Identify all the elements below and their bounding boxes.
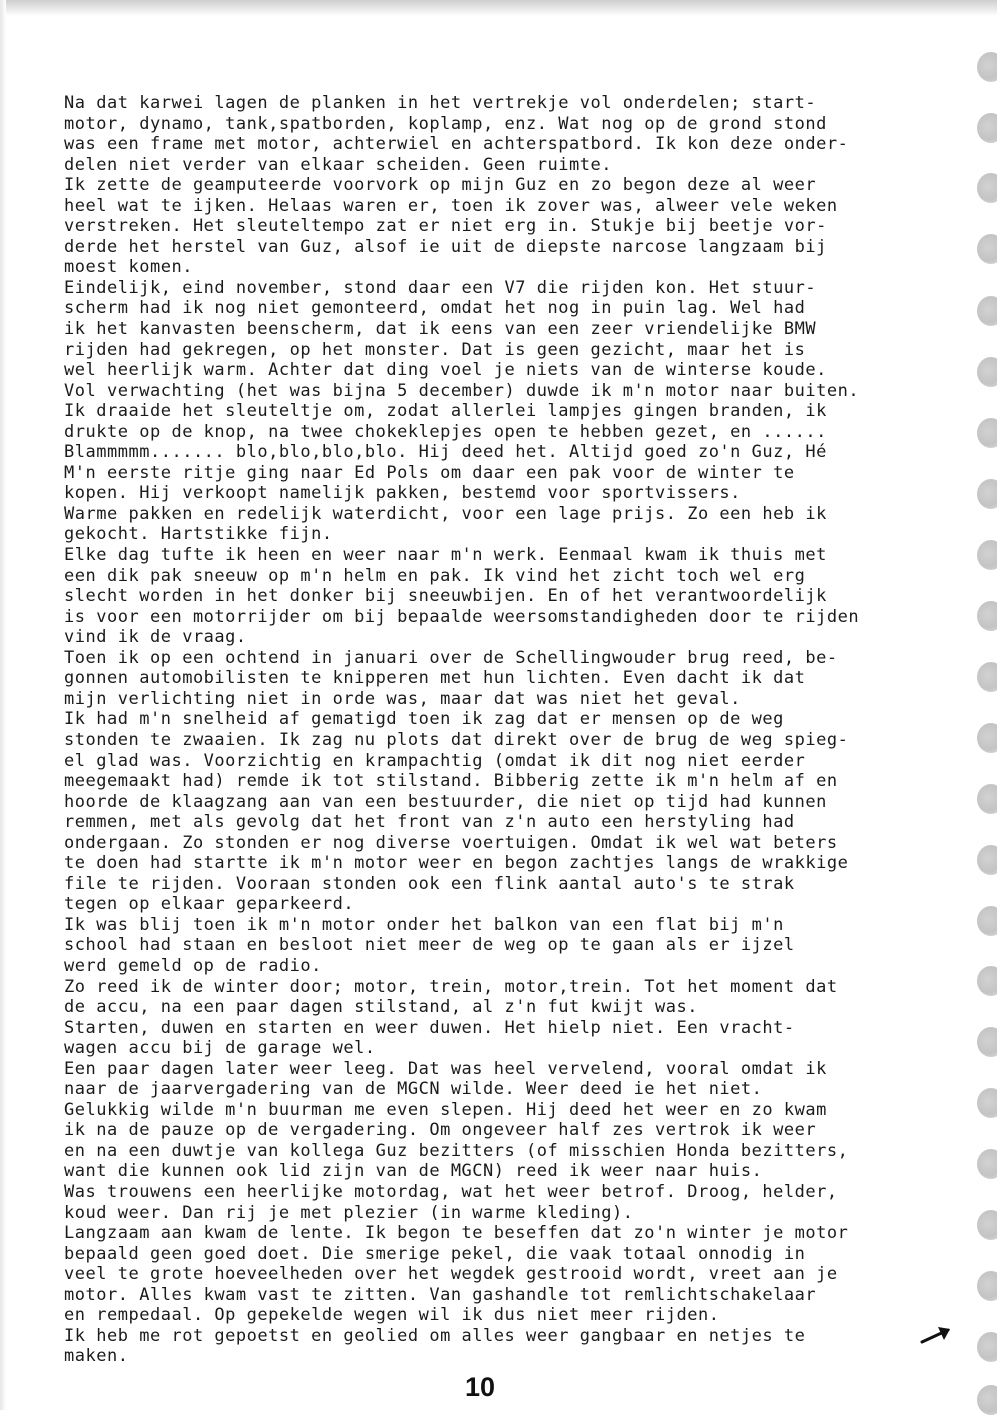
text-line: te doen had startte ik m'n motor weer en begon zachtjes langs de wrakkige bbox=[64, 853, 849, 874]
page-number: 10 bbox=[464, 1372, 496, 1402]
text-line: delen niet verder van elkaar scheiden. Geen ruimte. bbox=[64, 154, 612, 175]
text-line: Eindelijk, eind november, stond daar een V7 die rijden kon. Het stuur- bbox=[64, 277, 817, 298]
text-line: wel heerlijk warm. Achter dat ding voel je niets van de winterse koude. bbox=[64, 360, 827, 381]
text-line: remmen, met als gevolg dat het front van z'n auto een herstyling had bbox=[64, 812, 795, 833]
page-left-edge bbox=[0, 0, 6, 1410]
text-line: slecht worden in het donker bij sneeuwbijen. En of het verantwoordelijk bbox=[64, 586, 827, 607]
text-line: motor. Alles kwam vast te zitten. Van gashandle tot remlichtschakelaar bbox=[64, 1284, 817, 1305]
text-line: Ik was blij toen ik m'n motor onder het balkon van een flat bij m'n bbox=[64, 914, 784, 935]
text-line: een dik pak sneeuw op m'n helm en pak. Ik vind het zicht toch wel erg bbox=[64, 565, 806, 586]
text-line: en na een duwtje van kollega Guz bezitters (of misschien Honda bezitters, bbox=[64, 1140, 849, 1161]
punch-hole-icon bbox=[977, 1027, 997, 1057]
text-line: hoorde de klaagzang aan van een bestuurder, die niet op tijd had kunnen bbox=[64, 791, 827, 812]
punch-hole-icon bbox=[977, 173, 997, 203]
text-line: rijden had gekregen, op het monster. Dat is geen gezicht, maar het is bbox=[64, 339, 806, 360]
text-line: veel te grote hoeveelheden over het wegdek gestrooid wordt, vreet aan je bbox=[64, 1264, 838, 1285]
text-line: motor, dynamo, tank,spatborden, koplamp, enz. Wat nog op de grond stond bbox=[64, 113, 827, 134]
text-line: moest komen. bbox=[64, 257, 193, 278]
punch-hole-icon bbox=[977, 113, 997, 143]
text-line: Ik draaide het sleuteltje om, zodat allerlei lampjes gingen branden, ik bbox=[64, 401, 827, 422]
punch-hole-icon bbox=[977, 1210, 997, 1240]
text-line: want die kunnen ook lid zijn van de MGCN) reed ik weer naar huis. bbox=[64, 1161, 763, 1182]
punch-hole-icon bbox=[977, 1271, 997, 1301]
punch-hole-icon bbox=[977, 906, 997, 936]
text-line: tegen op elkaar geparkeerd. bbox=[64, 894, 355, 915]
text-line: Na dat karwei lagen de planken in het vertrekje vol onderdelen; start- bbox=[64, 93, 817, 113]
punch-hole-icon bbox=[977, 601, 997, 631]
text-line: Warme pakken en redelijk waterdicht, voor een lage prijs. Zo een heb ik bbox=[64, 503, 827, 524]
text-line: maken. bbox=[64, 1346, 129, 1367]
text-line: mijn verlichting niet in orde was, maar dat was niet het geval. bbox=[64, 688, 741, 709]
text-line: gekocht. Hartstikke fijn. bbox=[64, 524, 333, 545]
text-line: werd gemeld op de radio. bbox=[64, 955, 322, 976]
text-line: was een frame met motor, achterwiel en achterspatbord. Ik kon deze onder- bbox=[64, 134, 849, 155]
text-line: school had staan en besloot niet meer de weg op te gaan als er ijzel bbox=[64, 935, 795, 956]
punch-hole-icon bbox=[977, 479, 997, 509]
text-line: Was trouwens een heerlijke motordag, wat het weer betrof. Droog, helder, bbox=[64, 1181, 838, 1202]
punch-hole-icon bbox=[977, 1149, 997, 1179]
punch-hole-icon bbox=[977, 234, 997, 264]
punch-hole-icon bbox=[977, 723, 997, 753]
text-line: naar de jaarvergadering van de MGCN wilde. Weer deed ie het niet. bbox=[64, 1079, 763, 1100]
text-line: file te rijden. Vooraan stonden ook een flink aantal auto's te strak bbox=[64, 873, 795, 894]
punch-hole-icon bbox=[977, 1332, 997, 1362]
text-line: drukte op de knop, na twee chokeklepjes open te hebben gezet, en ...... bbox=[64, 421, 827, 442]
text-line: scherm had ik nog niet gemonteerd, omdat het nog in puin lag. Wel had bbox=[64, 298, 806, 319]
text-line: Ik heb me rot gepoetst en geolied om alles weer gangbaar en netjes te bbox=[64, 1325, 806, 1346]
punch-hole-icon bbox=[977, 296, 997, 326]
text-line: Gelukkig wilde m'n buurman me even slepen. Hij deed het weer en zo kwam bbox=[64, 1099, 827, 1120]
text-line: ondergaan. Zo stonden er nog diverse voertuigen. Omdat ik wel wat beters bbox=[64, 832, 838, 853]
text-line: de accu, na een paar dagen stilstand, al z'n fut kwijt was. bbox=[64, 997, 698, 1018]
text-line: kopen. Hij verkoopt namelijk pakken, bestemd voor sportvissers. bbox=[64, 483, 741, 504]
text-line: derde het herstel van Guz, alsof ie uit de diepste narcose langzaam bij bbox=[64, 236, 827, 257]
text-line: wagen accu bij de garage wel. bbox=[64, 1038, 376, 1059]
text-line: en rempedaal. Op gepekelde wegen wil ik dus niet meer rijden. bbox=[64, 1305, 720, 1326]
text-line: Vol verwachting (het was bijna 5 december) duwde ik m'n motor naar buiten. bbox=[64, 380, 860, 401]
text-line: stonden te zwaaien. Ik zag nu plots dat direkt over de brug de weg spieg- bbox=[64, 729, 849, 750]
punch-hole-icon bbox=[977, 845, 997, 875]
article-body bbox=[64, 93, 979, 1367]
text-line: verstreken. Het sleuteltempo zat er niet erg in. Stukje bij beetje vor- bbox=[64, 216, 827, 237]
text-line: heel wat te ijken. Helaas waren er, toen ik zover was, alweer vele weken bbox=[64, 195, 838, 216]
text-line: gonnen automobilisten te knipperen met hun lichten. Even dacht ik dat bbox=[64, 668, 806, 689]
text-line: el glad was. Voorzichtig en krampachtig (omdat ik dit nog niet eerder bbox=[64, 750, 806, 771]
punch-hole-icon bbox=[977, 1088, 997, 1118]
text-line: Toen ik op een ochtend in januari over de Schellingwouder brug reed, be- bbox=[64, 647, 838, 668]
text-line: bepaald geen goed doet. Die smerige pekel, die vaak totaal onnodig in bbox=[64, 1243, 806, 1264]
punch-hole-icon bbox=[977, 540, 997, 570]
text-line: vind ik de vraag. bbox=[64, 627, 247, 648]
punch-hole-icon bbox=[977, 662, 997, 692]
text-line: ik het kanvasten beenscherm, dat ik eens van een zeer vriendelijke BMW bbox=[64, 319, 817, 340]
text-line: Een paar dagen later weer leeg. Dat was heel vervelend, vooral omdat ik bbox=[64, 1058, 827, 1079]
punch-hole-icon bbox=[977, 418, 997, 448]
text-line: koud weer. Dan rij je met plezier (in warme kleding). bbox=[64, 1202, 634, 1223]
text-line: Elke dag tufte ik heen en weer naar m'n werk. Eenmaal kwam ik thuis met bbox=[64, 545, 827, 566]
text-line: Langzaam aan kwam de lente. Ik begon te beseffen dat zo'n winter je motor bbox=[64, 1223, 849, 1244]
text-line: Ik zette de geamputeerde voorvork op mijn Guz en zo begon deze al weer bbox=[64, 175, 817, 196]
punch-hole-icon bbox=[977, 966, 997, 996]
punch-hole-icon bbox=[977, 52, 997, 82]
punch-hole-icon bbox=[977, 1385, 997, 1415]
text-line: Blammmmm....... blo,blo,blo,blo. Hij deed het. Altijd goed zo'n Guz, Hé bbox=[64, 442, 827, 463]
continue-arrow-icon bbox=[919, 1322, 953, 1348]
text-line: M'n eerste ritje ging naar Ed Pols om daar een pak voor de winter te bbox=[64, 462, 795, 483]
text-line: Ik had m'n snelheid af gematigd toen ik zag dat er mensen op de weg bbox=[64, 709, 784, 730]
text-line: Starten, duwen en starten en weer duwen. Het hielp niet. Een vracht- bbox=[64, 1017, 795, 1038]
punch-hole-icon bbox=[977, 784, 997, 814]
page-top-edge bbox=[0, 0, 997, 16]
text-line: is voor een motorrijder om bij bepaalde weersomstandigheden door te rijden bbox=[64, 606, 860, 627]
text-line: Zo reed ik de winter door; motor, trein, motor,trein. Tot het moment dat bbox=[64, 976, 838, 997]
text-line: meegemaakt had) remde ik tot stilstand. Bibberig zette ik m'n helm af en bbox=[64, 771, 838, 792]
text-line: ik na de pauze op de vergadering. Om ongeveer half zes vertrok ik weer bbox=[64, 1120, 817, 1141]
punch-hole-icon bbox=[977, 357, 997, 387]
